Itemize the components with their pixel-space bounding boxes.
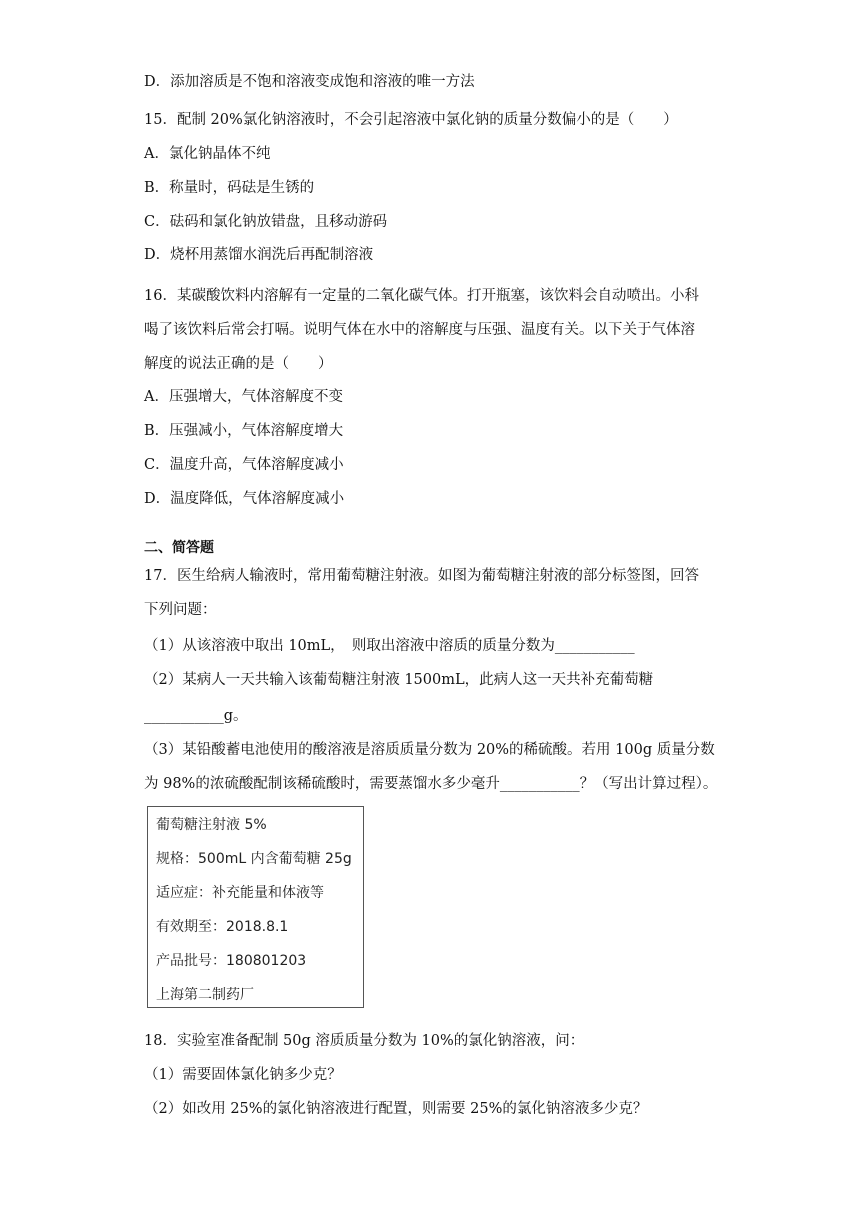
q18-part2: （2）如改用 25%的氯化钠溶液进行配置，则需要 25%的氯化钠溶液多少克？ — [144, 1101, 648, 1117]
glucose-injection-label — [147, 806, 364, 1008]
q17-part2-line1: （2）某病人一天共输入该葡萄糖注射液 1500mL，此病人这一天共补充葡萄糖 — [144, 672, 654, 688]
q16-option-b: B．压强减小，气体溶解度增大 — [144, 423, 344, 439]
q16-stem-line2: 喝了该饮料后常会打嗝。说明气体在水中的溶解度与压强、温度有关。以下关于气体溶 — [144, 322, 695, 338]
label-expiry: 有效期至：2018.8.1 — [156, 919, 289, 935]
q16-stem-line1: 16．某碳酸饮料内溶解有一定量的二氧化碳气体。打开瓶塞，该饮料会自动喷出。小科 — [144, 288, 699, 304]
label-specification: 规格：500mL 内含葡萄糖 25g — [156, 851, 352, 867]
q15-option-a: A．氯化钠晶体不纯 — [144, 146, 271, 162]
q16-option-d: D．温度降低，气体溶解度减小 — [144, 491, 345, 507]
q18-part1: （1）需要固体氯化钠多少克？ — [144, 1067, 342, 1083]
q15-option-d: D．烧杯用蒸馏水润洗后再配制溶液 — [144, 247, 374, 263]
label-indications: 适应症：补充能量和体液等 — [156, 885, 324, 901]
q15-option-b: B．称量时，码砝是生锈的 — [144, 180, 315, 196]
q16-stem-line3: 解度的说法正确的是（ ） — [144, 356, 333, 372]
label-batch-number: 产品批号：180801203 — [156, 953, 307, 969]
q14-option-d: D．添加溶质是不饱和溶液变成饱和溶液的唯一方法 — [144, 74, 475, 90]
q16-option-c: C．温度升高，气体溶解度减小 — [144, 457, 344, 473]
q17-stem-line2: 下列问题： — [144, 602, 217, 618]
q17-part1: （1）从该溶液中取出 10mL， 则取出溶液中溶质的质量分数为___________ — [144, 638, 635, 654]
q17-part3-line2: 为 98%的浓硫酸配制该稀硫酸时，需要蒸馏水多少毫升___________？（写出计算过程）。 — [144, 776, 718, 792]
q17-part2-line2: ___________g。 — [144, 708, 248, 724]
q16-option-a: A．压强增大，气体溶解度不变 — [144, 389, 343, 405]
q17-part3-line1: （3）某铅酸蓄电池使用的酸溶液是溶质质量分数为 20%的稀硫酸。若用 100g 质量分数 — [144, 742, 715, 758]
section-heading: 二、简答题 — [144, 540, 214, 556]
label-manufacturer: 上海第二制药厂 — [156, 987, 254, 1003]
q17-stem-line1: 17．医生给病人输液时，常用葡萄糖注射液。如图为葡萄糖注射液的部分标签图，回答 — [144, 568, 699, 584]
label-product-name: 葡萄糖注射液 5% — [156, 817, 267, 833]
q18-stem: 18．实验室准备配制 50g 溶质质量分数为 10%的氯化钠溶液，问： — [144, 1033, 585, 1049]
q15-stem: 15．配制 20%氯化钠溶液时，不会引起溶液中氯化钠的质量分数偏小的是（ ） — [144, 112, 678, 128]
q15-option-c: C．砝码和氯化钠放错盘，且移动游码 — [144, 214, 388, 230]
